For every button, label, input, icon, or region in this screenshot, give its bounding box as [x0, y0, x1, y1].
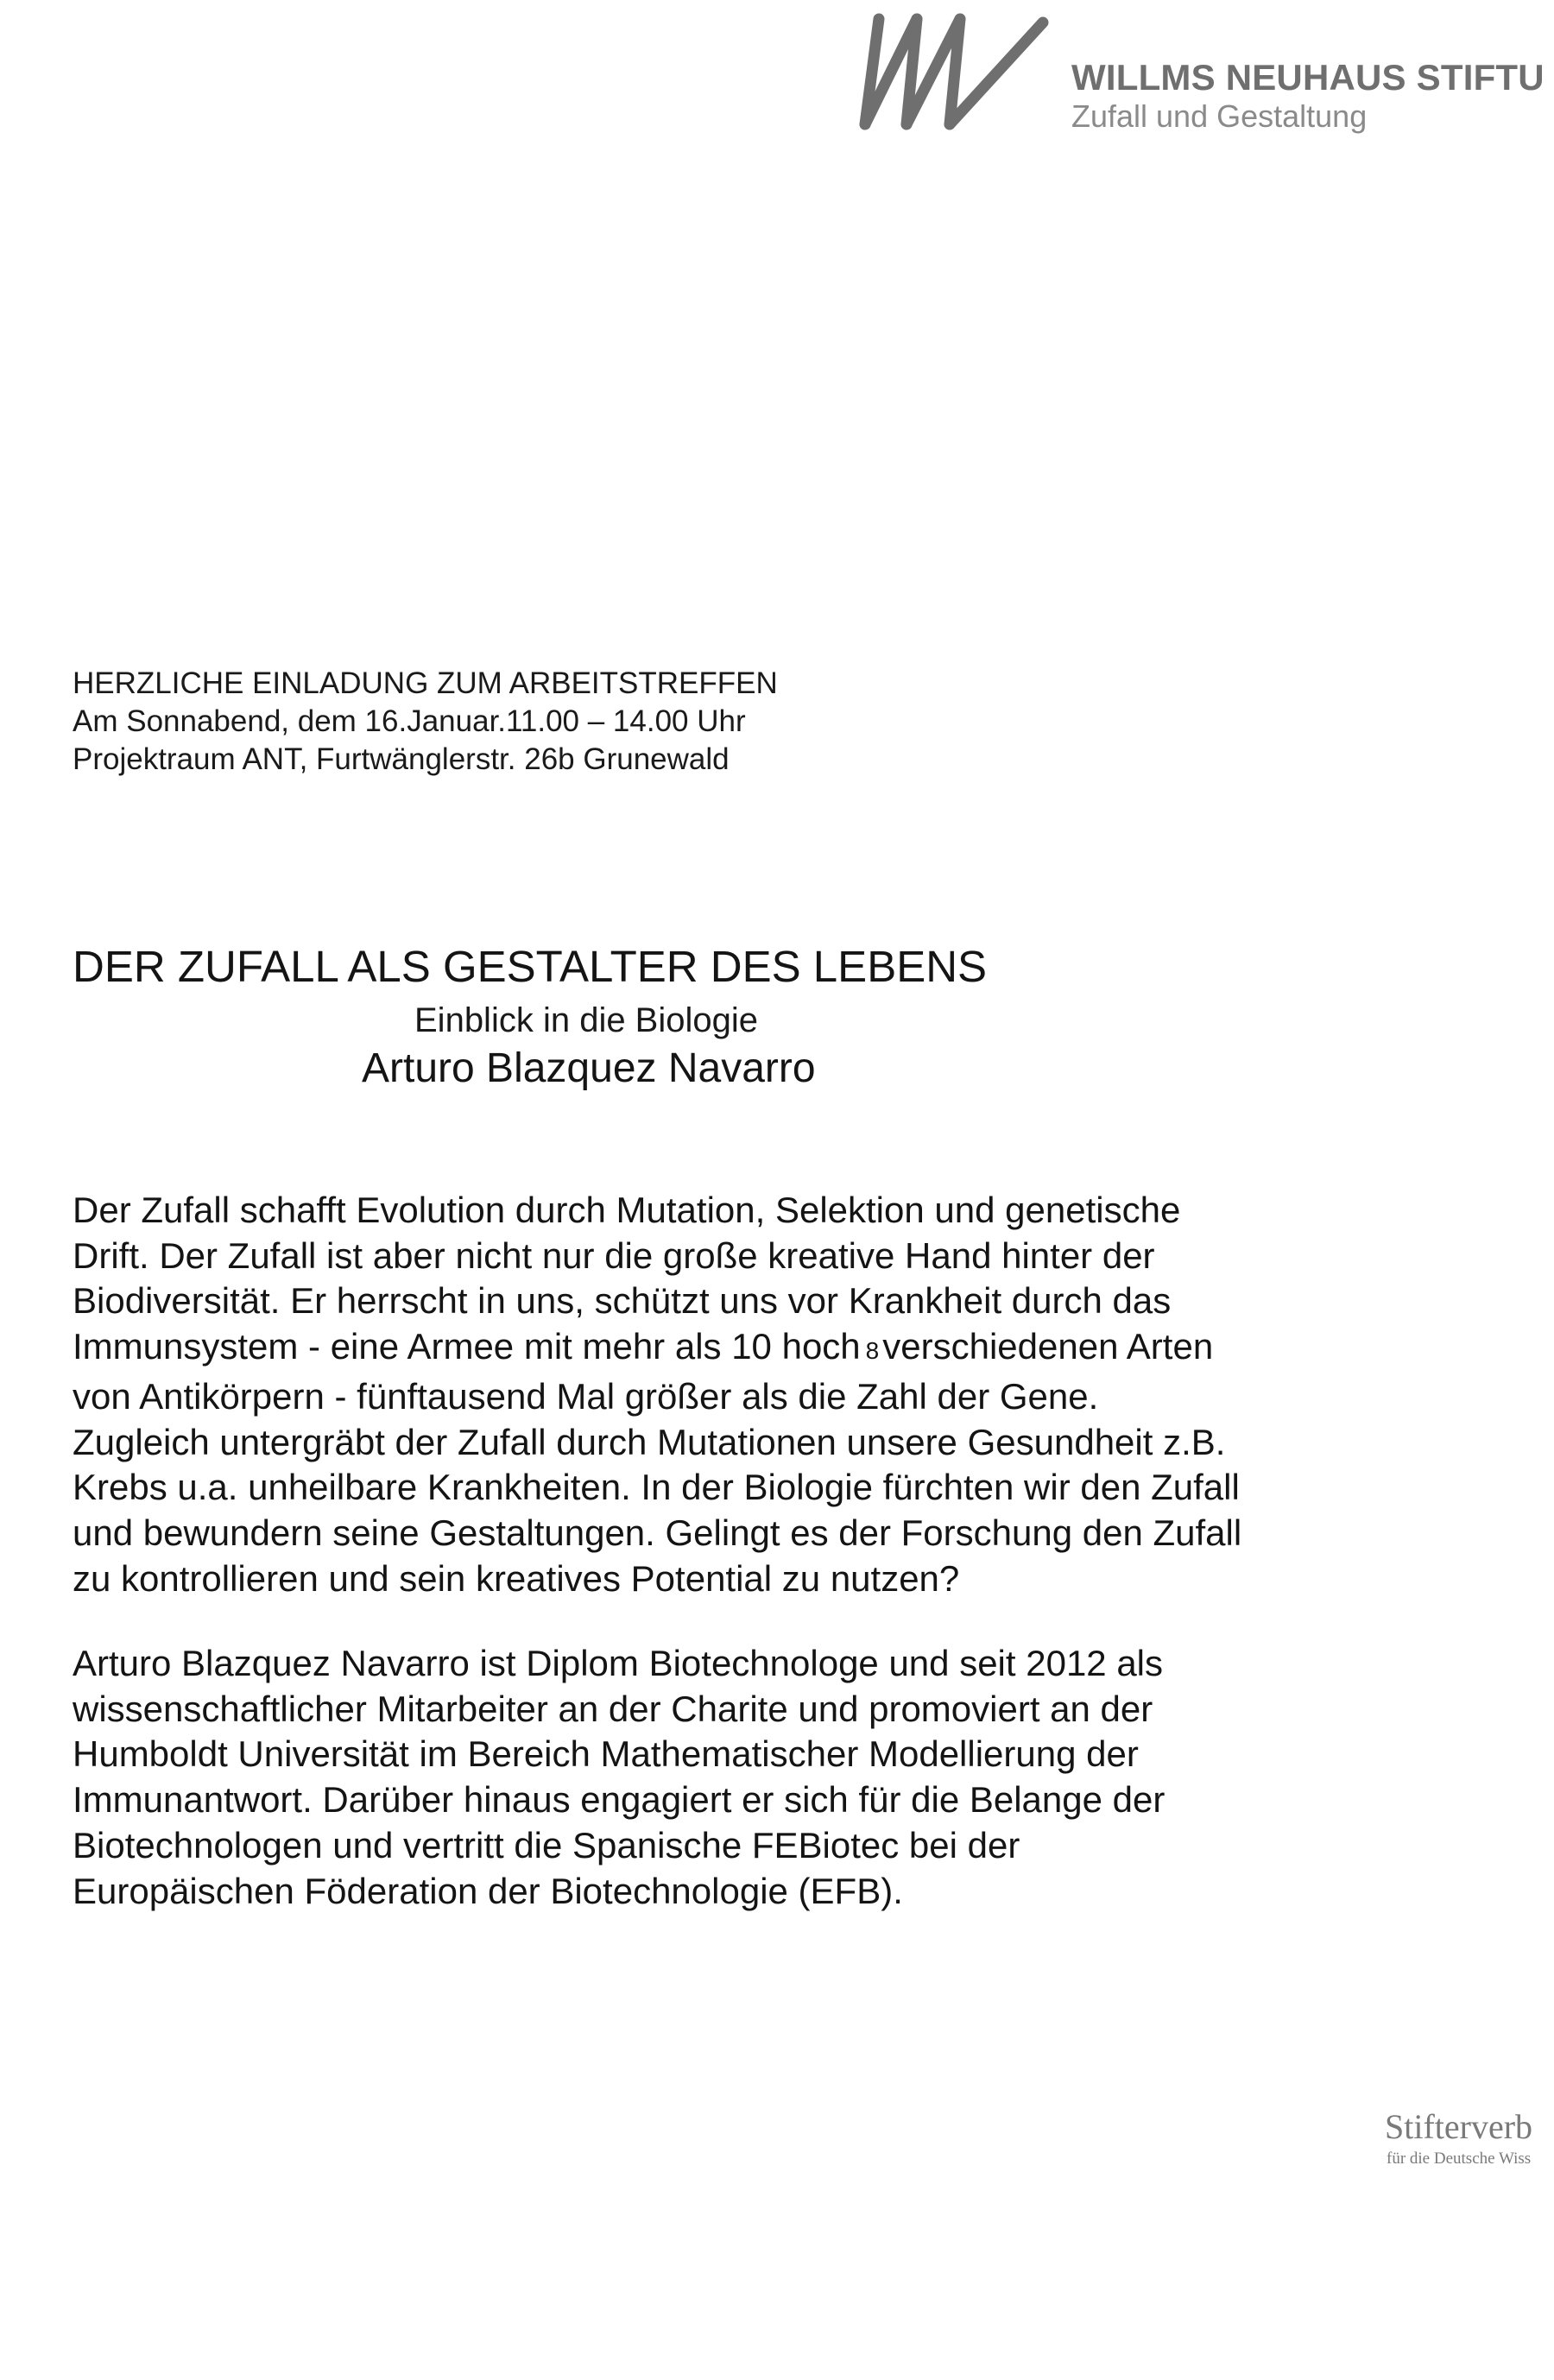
text-line: Biodiversität. Er herrscht in uns, schützt uns vor Krankheit durch das: [73, 1280, 1172, 1322]
text-line: und bewundern seine Gestaltungen. Gelingt es der Forschung den Zufall: [73, 1512, 1242, 1553]
sponsor-tagline: für die Deutsche Wiss: [1387, 2150, 1532, 2168]
text-line: Arturo Blazquez Navarro ist Diplom Biotechnologe und seit 2012 als: [73, 1643, 1164, 1683]
abstract-paragraph: [73, 1188, 1385, 1601]
text-line: Zugleich untergräbt der Zufall durch Mutationen unsere Gesundheit z.B.: [73, 1421, 1226, 1462]
talk-title: DER ZUFALL ALS GESTALTER DES LEBENS: [73, 942, 988, 991]
speaker-name: Arturo Blazquez Navarro: [362, 1045, 816, 1091]
invitation-details: [73, 665, 778, 779]
speaker-bio-paragraph: [73, 1641, 1385, 1914]
text-line: [73, 1324, 1385, 1374]
sponsor-name: Stifterverb: [1385, 2107, 1533, 2146]
wn-monogram-icon: [855, 12, 1053, 133]
text-segment: Immunsystem - eine Armee mit mehr als 10 hoch: [73, 1326, 861, 1367]
text-line: wissenschaftlicher Mitarbeiter an der Charite und promoviert an der: [73, 1688, 1153, 1729]
talk-subtitle: Einblick in die Biologie: [414, 1001, 759, 1039]
text-line: zu kontrollieren und sein kreatives Potential zu nutzen?: [73, 1557, 960, 1599]
exponent: 8: [865, 1337, 880, 1365]
text-line: Krebs u.a. unheilbare Krankheiten. In der Biologie fürchten wir den Zufall: [73, 1467, 1240, 1508]
text-line: Immunantwort. Darüber hinaus engagiert er sich für die Belange der: [73, 1779, 1166, 1821]
text-line: Biotechnologen und vertritt die Spanische FEBiotec bei der: [73, 1824, 1020, 1865]
foundation-tagline: Zufall und Gestaltung: [1071, 98, 1368, 134]
invitation-date: Am Sonnabend, dem 16.Januar.11.00 – 14.00 Uhr: [73, 704, 746, 738]
text-segment: verschiedenen Arten: [882, 1326, 1214, 1367]
text-line: Der Zufall schafft Evolution durch Mutation, Selektion und genetische: [73, 1190, 1181, 1230]
invitation-heading: HERZLICHE EINLADUNG ZUM ARBEITSTREFFEN: [73, 666, 778, 700]
sponsor-logo: [1385, 2106, 1554, 2175]
text-line: Drift. Der Zufall ist aber nicht nur die große kreative Hand hinter der: [73, 1234, 1155, 1276]
text-line: Humboldt Universität im Bereich Mathematischer Modellierung der: [73, 1733, 1139, 1775]
foundation-logo: [855, 12, 1554, 142]
foundation-name: WILLMS NEUHAUS STIFTU: [1071, 57, 1545, 98]
text-line: Europäischen Föderation der Biotechnologie (EFB).: [73, 1870, 903, 1911]
invitation-location: Projektraum ANT, Furtwänglerstr. 26b Grunewald: [73, 742, 730, 776]
text-line: von Antikörpern - fünftausend Mal größer als die Zahl der Gene.: [73, 1375, 1099, 1417]
